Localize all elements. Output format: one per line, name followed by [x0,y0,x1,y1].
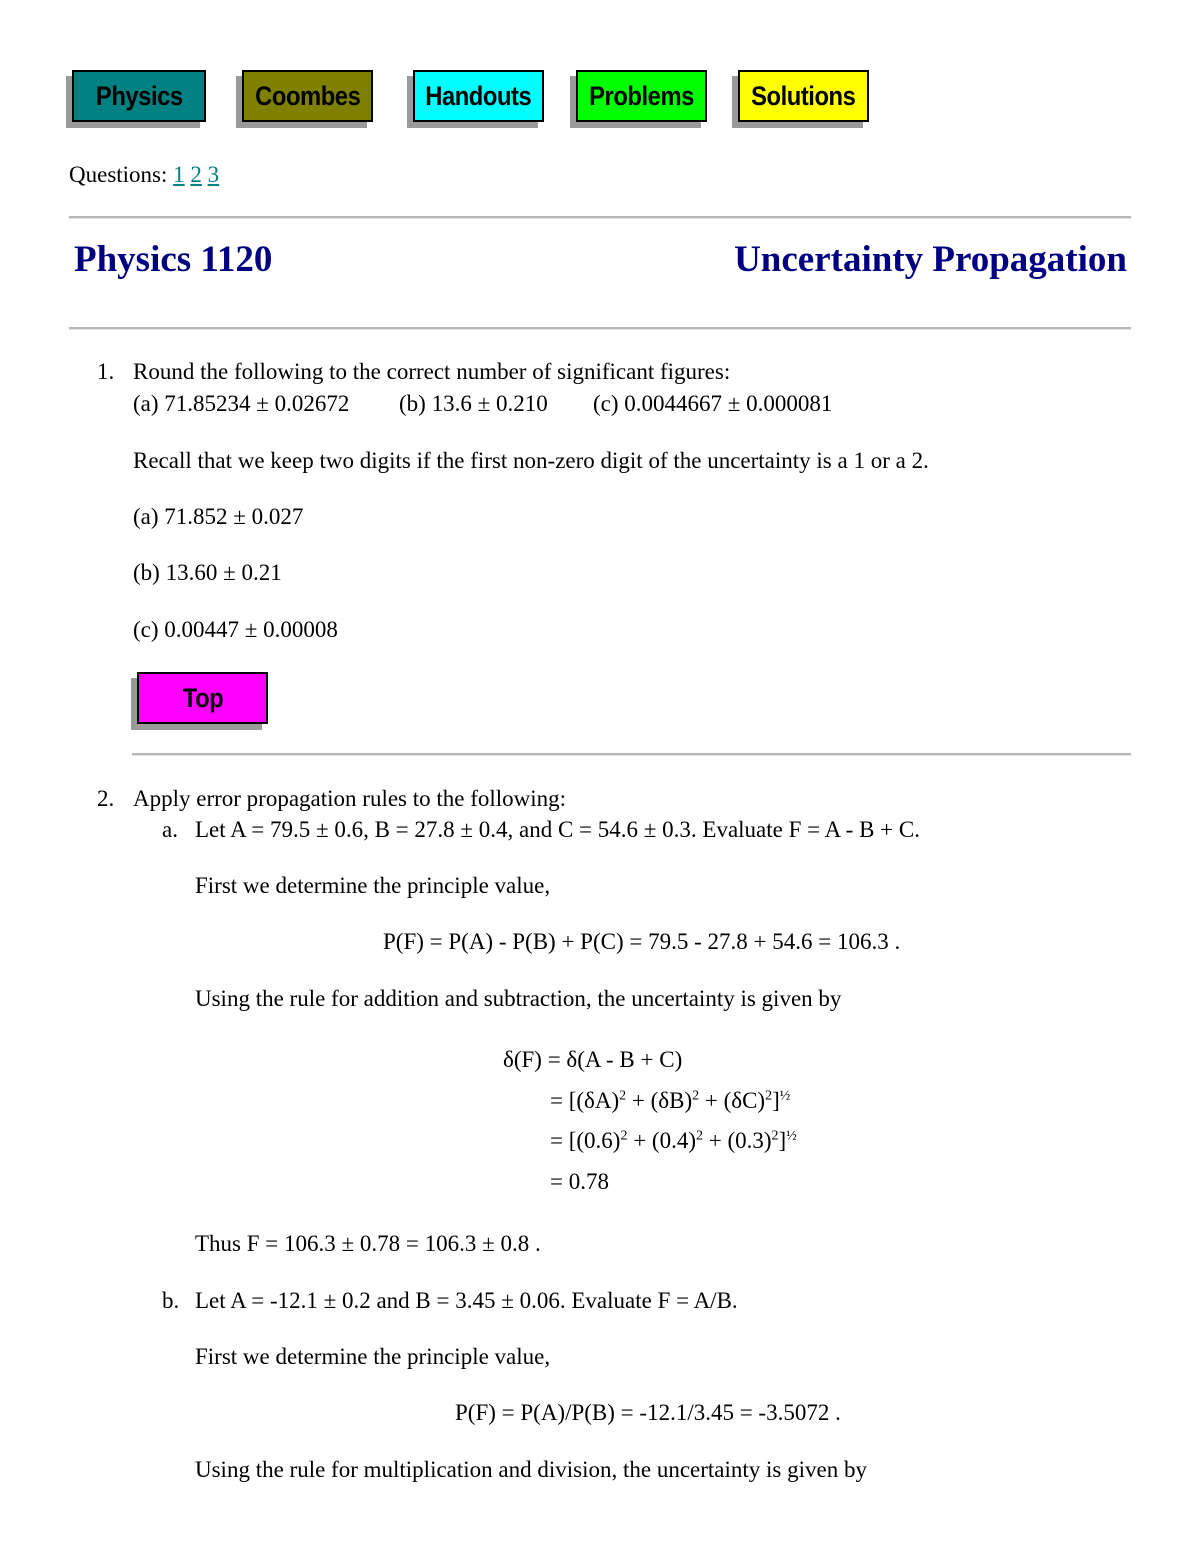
top-button[interactable] [137,672,268,724]
q2b-step2: Using the rule for multiplication and division, the uncertainty is given by [195,1457,867,1482]
nav-problems-button[interactable] [576,70,707,122]
nav-handouts-label: Handouts [425,80,532,111]
nav-coombes-label: Coombes [254,80,361,111]
q2a-eq-line-2: = $[(\delta A)^2 + (\delta B)^2 + (\delta C)^2]^{\frac{1}{2}}$ [550,1088,791,1113]
nav-physics-label: Physics [95,80,183,111]
course-title: Physics 1120 [74,239,273,280]
question-link-1[interactable]: 1 [173,162,185,187]
q2-number: 2. [97,786,115,811]
question-link-3[interactable]: 3 [207,162,220,187]
divider [132,753,1131,755]
top-button-label: Top [182,682,223,713]
q2b-step1: First we determine the principle value, [195,1344,551,1369]
questions-nav [69,162,219,188]
q1-item-b: (b) 13.6 ± 0.210 [399,391,548,416]
q2a-statement: Let A = 79.5 ± 0.6, B = 27.8 ± 0.4, and C = 54.6 ± 0.3. Evaluate F = A - B + C. [195,817,920,842]
nav-solutions-label: Solutions [751,80,856,111]
q2a-step1: First we determine the principle value, [195,873,551,898]
divider [69,216,1131,218]
q2b-principal-equation: P(F) = P(A)/P(B) = -12.1/3.45 = -3.5072 . [455,1400,841,1425]
q2a-marker: a. [162,817,178,842]
q2b-statement: Let A = -12.1 ± 0.2 and B = 3.45 ± 0.06. Evaluate F = A/B. [195,1288,738,1313]
q2a-result: Thus F = 106.3 ± 0.78 = 106.3 ± 0.8 . [195,1231,541,1256]
q1-answer-c: (c) 0.00447 ± 0.00008 [133,617,338,642]
q2a-eq-line-3: = $[(0.6)^2 + (0.4)^2 + (0.3)^2]^{\frac{1}{2}}$ [550,1128,797,1153]
nav-solutions-button[interactable] [738,70,869,122]
q1-item-a: (a) 71.85234 ± 0.02672 [133,391,350,416]
topic-title: Uncertainty Propagation [734,239,1127,280]
q1-prompt: Round the following to the correct number of significant figures: [133,359,731,384]
questions-label: Questions: [69,162,168,187]
q1-recall-note: Recall that we keep two digits if the first non-zero digit of the uncertainty is a 1 or a 2. [133,448,929,473]
q2-prompt: Apply error propagation rules to the following: [133,786,567,811]
nav-handouts-button[interactable] [413,70,544,122]
q2b-marker: b. [162,1288,180,1313]
q1-item-c: (c) 0.0044667 ± 0.000081 [593,391,833,416]
q2a-eq-line-4: = 0.78 [550,1169,609,1194]
nav-problems-label: Problems [589,80,694,111]
q2a-eq-line-1: δ(F) = δ(A - B + C) [503,1047,683,1072]
q2a-step2: Using the rule for addition and subtraction, the uncertainty is given by [195,986,842,1011]
divider [69,327,1131,329]
q1-number: 1. [97,359,115,384]
q1-answer-b: (b) 13.60 ± 0.21 [133,560,282,585]
q2a-principal-equation: P(F) = P(A) - P(B) + P(C) = 79.5 - 27.8 + 54.6 = 106.3 . [383,929,901,954]
nav-coombes-button[interactable] [242,70,373,122]
question-link-2[interactable]: 2 [190,162,202,187]
q1-answer-a: (a) 71.852 ± 0.027 [133,504,304,529]
nav-physics-button[interactable] [72,70,206,122]
